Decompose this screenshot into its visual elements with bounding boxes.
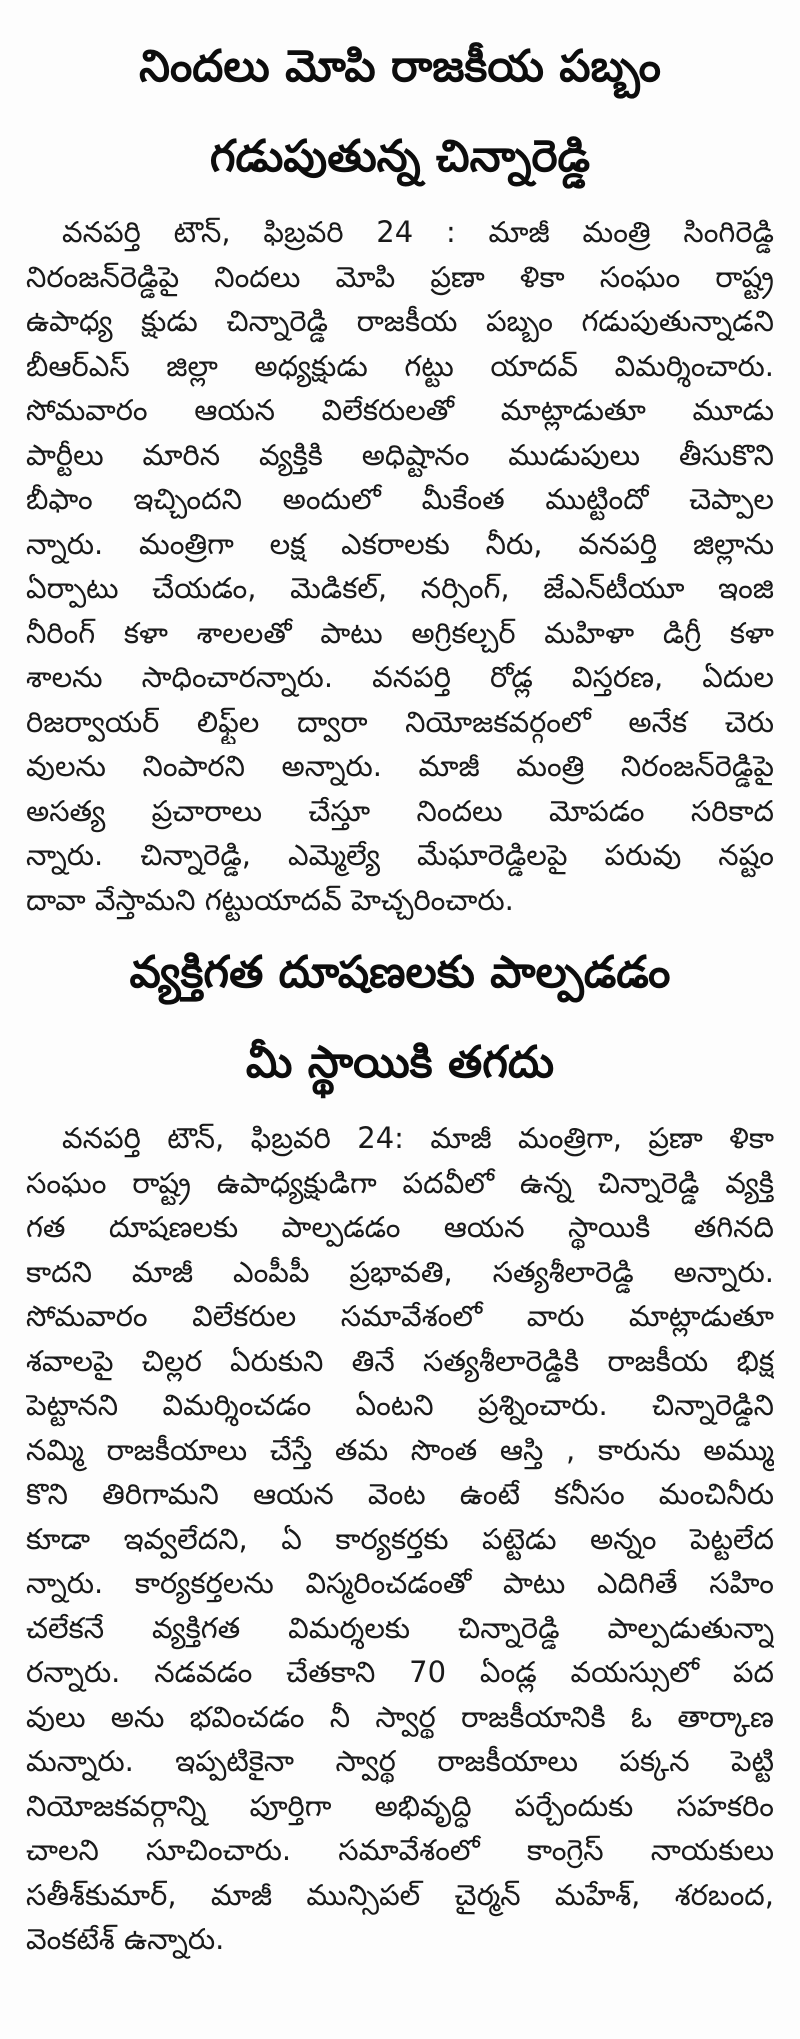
article-1-body: [26, 210, 774, 922]
article-2-line: కొని తిరిగామని ఆయన వెంట ఉంటే కనీసం మంచినీరు: [26, 1477, 774, 1511]
article-2-line: కూడా ఇవ్వలేదని, ఏ కార్యకర్తకు పట్టెడు అన్నం పెట్టలేద: [26, 1521, 774, 1556]
article-1-line: దావా వేస్తామని గట్టుయాదవ్ హెచ్చరించారు.: [26, 882, 514, 917]
article-1-line: న్నారు. మంత్రిగా లక్ష ఎకరాలకు నీరు, వనపర్తి జిల్లాను: [26, 526, 774, 561]
article-1-line: రిజర్వాయర్ లిఫ్ట్‌ల ద్వారా నియోజకవర్గంలో అనేక చెరు: [26, 704, 774, 739]
article-2-line: రన్నారు. నడవడం చేతకాని 70 ఏండ్ల వయస్సులో పద: [26, 1655, 774, 1689]
article-2-line: మన్నారు. ఇప్పటికైనా స్వార్థ రాజకీయాలు పక్కన పెట్టి: [26, 1744, 774, 1778]
article-2-line: సతీశ్‌కుమార్, మాజీ మున్సిపల్ చైర్మన్ మహేశ్, శరబంద,: [26, 1877, 774, 1912]
article-2-line: పెట్టానని విమర్శించడం ఏంటని ప్రశ్నించారు. చిన్నారెడ్డిని: [26, 1388, 774, 1422]
article-1-line: బీఫాం ఇచ్చిందని అందులో మీకేంత ముట్టిందో చెప్పాల: [26, 482, 774, 516]
article-1-line: నీరింగ్ కళా శాలలతో పాటు అగ్రికల్చర్ మహిళా డిగ్రీ కళా: [26, 615, 774, 650]
article-1-line: న్నారు. చిన్నారెడ్డి, ఎమ్మెల్యే మేఘారెడ్డిలపై పరువు నష్టం: [26, 838, 774, 872]
article-2-line: సంఘం రాష్ట్ర ఉపాధ్యక్షుడిగా పదవీలో ఉన్న చిన్నారెడ్డి వ్యక్తి: [26, 1165, 774, 1200]
article-2: [22, 928, 778, 1962]
article-2-line: న్నారు. కార్యకర్తలను విస్మరించడంతో పాటు ఎదిగితే సహిం: [26, 1566, 774, 1600]
article-2-headline-line-1: వ్యక్తిగత దూషణలకు పాల్పడడం: [129, 947, 671, 998]
article-2-line: నియోజకవర్గాన్ని పూర్తిగా అభివృద్ధి పర్చేందుకు సహకరిం: [26, 1788, 774, 1823]
article-1-line: ఉపాధ్య క్షుడు చిన్నారెడ్డి రాజకీయ పబ్బం గడుపుతున్నాడని: [26, 304, 774, 338]
article-1-line: వనపర్తి టౌన్, ఫిబ్రవరి 24 : మాజీ మంత్రి సింగిరెడ్డి: [62, 215, 774, 249]
article-2-line: వెంకటేశ్ ఉన్నారు.: [26, 1922, 225, 1956]
article-1-headline-line-1: నిందలు మోపి రాజకీయ పబ్బం: [139, 41, 661, 92]
article-2-line: కాదని మాజీ ఎంపీపీ ప్రభావతి, సత్యశీలారెడ్డి అన్నారు.: [26, 1254, 774, 1289]
article-2-line: గత దూషణలకు పాల్పడడం ఆయన స్థాయికి తగినది: [26, 1210, 774, 1244]
article-2-line: చలేకనే వ్యక్తిగత విమర్శలకు చిన్నారెడ్డి పాల్పడుతున్నా: [26, 1610, 774, 1645]
article-1: [22, 22, 778, 922]
article-1-line: అసత్య ప్రచారాలు చేస్తూ నిందలు మోపడం సరికాద: [26, 793, 774, 828]
article-2-line: శవాలపై చిల్లర ఏరుకుని తినే సత్యశీలారెడ్డికి రాజకీయ భిక్ష: [26, 1343, 774, 1378]
article-2-line: సోమవారం విలేకరుల సమావేశంలో వారు మాట్లాడుతూ: [26, 1299, 774, 1333]
article-2-line: వనపర్తి టౌన్, ఫిబ్రవరి 24: మాజీ మంత్రిగా, ప్రణా ళికా: [62, 1121, 774, 1155]
article-1-line: పార్టీలు మారిన వ్యక్తికి అధిష్టానం ముడుపులు తీసుకొని: [26, 437, 774, 472]
article-2-line: నమ్మి రాజకీయాలు చేస్తే తమ సొంత ఆస్తి , కారును అమ్ము: [26, 1432, 774, 1467]
article-1-line: సోమవారం ఆయన విలేకరులతో మాట్లాడుతూ మూడు: [26, 393, 774, 427]
article-1-line: నిరంజన్‌రెడ్డిపై నిందలు మోపి ప్రణా ళికా సంఘం రాష్ట్ర: [26, 259, 774, 294]
article-1-line: వులను నింపారని అన్నారు. మాజీ మంత్రి నిరంజన్‌రెడ్డిపై: [26, 749, 774, 783]
article-1-line: ఏర్పాటు చేయడం, మెడికల్, నర్సింగ్, జేఎన్‌టీయూ ఇంజి: [26, 571, 774, 605]
article-2-line: చాలని సూచించారు. సమావేశంలో కాంగ్రెస్ నాయకులు: [26, 1833, 774, 1867]
article-2-headline-line-2: మీ స్థాయికి తగదు: [245, 1037, 555, 1088]
article-1-headline-line-2: గడుపుతున్న చిన్నారెడ్డి: [209, 131, 591, 182]
article-1-line: శాలను సాధించారన్నారు. వనపర్తి రోడ్ల విస్తరణ, ఏదుల: [26, 660, 774, 694]
article-2-body: [26, 1116, 774, 1962]
article-2-line: వులు అను భవించడం నీ స్వార్థ రాజకీయానికి ఓ తార్కాణ: [26, 1699, 774, 1734]
article-1-line: బీఆర్ఎస్ జిల్లా అధ్యక్షుడు గట్టు యాదవ్ విమర్శించారు.: [26, 348, 774, 383]
